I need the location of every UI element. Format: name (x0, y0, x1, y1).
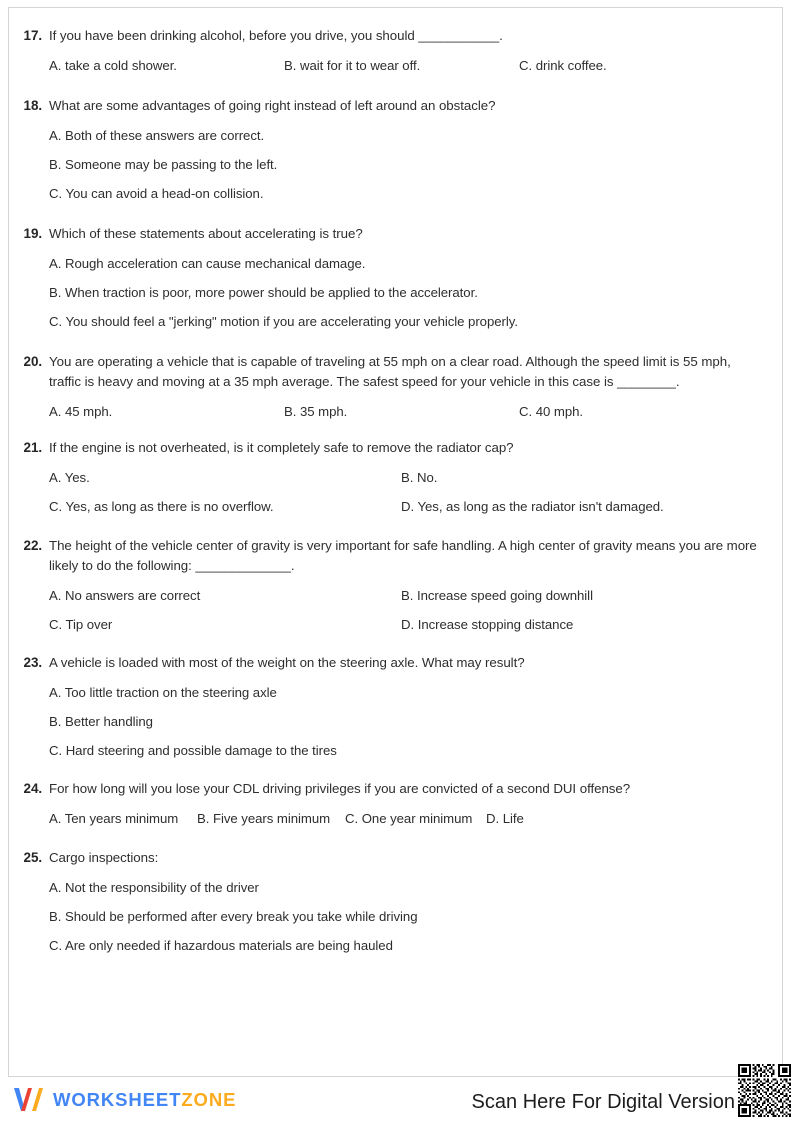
question-text: For how long will you lose your CDL driving privileges if you are convicted of a second DUI offense? (49, 781, 631, 796)
answer-option[interactable]: A. Too little traction on the steering axle (49, 685, 277, 700)
answer-options (49, 255, 760, 331)
answer-option[interactable]: A. 45 mph. (49, 404, 113, 419)
question-text: If the engine is not overheated, is it completely safe to remove the radiator cap? (49, 440, 514, 455)
scan-here-label: Scan Here For Digital Version (471, 1091, 735, 1113)
answer-option[interactable]: A. Rough acceleration can cause mechanical damage. (49, 256, 366, 271)
question-body (49, 653, 760, 760)
question-text: What are some advantages of going right instead of left around an obstacle? (49, 98, 496, 113)
question-block (19, 26, 760, 75)
answer-option[interactable]: D. Yes, as long as the radiator isn't damaged. (401, 499, 664, 514)
answer-option-row (49, 684, 760, 702)
answer-option[interactable]: B. 35 mph. (284, 404, 348, 419)
worksheet-page-frame (8, 7, 783, 1077)
answer-option-row (49, 616, 760, 634)
question-block (19, 536, 760, 634)
answer-option[interactable]: B. Someone may be passing to the left. (49, 157, 278, 172)
question-body (49, 96, 760, 203)
answer-option[interactable]: A. Yes. (49, 470, 90, 485)
answer-option-row (49, 156, 760, 174)
answer-option[interactable]: C. You should feel a "jerking" motion if you are accelerating your vehicle properly. (49, 314, 518, 329)
answer-option[interactable]: B. Increase speed going downhill (401, 588, 593, 603)
answer-option[interactable]: C. Tip over (49, 617, 113, 632)
question-number: 18. (23, 98, 42, 113)
answer-option[interactable]: A. Ten years minimum (49, 811, 179, 826)
question-number: 20. (23, 354, 42, 369)
answer-options (49, 810, 760, 828)
question-body (49, 352, 760, 421)
worksheet-zone-w-logo-icon (12, 1085, 46, 1115)
answer-option[interactable]: B. No. (401, 470, 438, 485)
page-footer (0, 1080, 793, 1122)
answer-option[interactable]: A. Both of these answers are correct. (49, 128, 265, 143)
answer-option-row (49, 742, 760, 760)
answer-option[interactable]: D. Life (486, 811, 524, 826)
answer-option[interactable]: B. Should be performed after every break you take while driving (49, 909, 418, 924)
answer-options (49, 403, 760, 421)
question-text: The height of the vehicle center of gravity is very important for safe handling. A high center of gravity means you are more likely to do the following: _____________. (49, 538, 757, 573)
answer-option-row (49, 498, 760, 516)
answer-option[interactable]: C. 40 mph. (519, 404, 584, 419)
answer-option-row (49, 908, 760, 926)
question-number: 22. (23, 538, 42, 553)
question-block (19, 653, 760, 760)
question-text: You are operating a vehicle that is capable of traveling at 55 mph on a clear road. Although the speed limit is 55 mph, traffic is heavy and moving at a 35 mph average. The safest speed for your vehicle in this case is ________. (49, 354, 731, 389)
answer-option-row (49, 587, 760, 605)
answer-option-row (49, 57, 760, 75)
question-number: 17. (23, 28, 42, 43)
answer-option-row (49, 185, 760, 203)
brand-name-zone: ZONE (181, 1088, 237, 1110)
answer-option[interactable]: C. Are only needed if hazardous materials are being hauled (49, 938, 393, 953)
question-body (49, 536, 760, 634)
worksheet-zone-logo[interactable] (12, 1085, 236, 1115)
answer-option[interactable]: C. drink coffee. (519, 58, 607, 73)
brand-text (53, 1088, 237, 1110)
answer-option[interactable]: B. Better handling (49, 714, 153, 729)
answer-option[interactable]: B. Five years minimum (197, 811, 331, 826)
question-block (19, 96, 760, 203)
question-block (19, 224, 760, 331)
answer-option-row (49, 879, 760, 897)
answer-option-row (49, 127, 760, 145)
answer-options (49, 879, 760, 955)
answer-option[interactable]: B. wait for it to wear off. (284, 58, 421, 73)
answer-option-row (49, 937, 760, 955)
answer-options (49, 127, 760, 203)
answer-option-row (49, 810, 760, 828)
qr-code-icon[interactable] (738, 1063, 791, 1118)
questions-area (9, 8, 782, 965)
question-body (49, 224, 760, 331)
question-block (19, 848, 760, 955)
answer-options (49, 684, 760, 760)
answer-options (49, 57, 760, 75)
answer-option[interactable]: C. One year minimum (345, 811, 473, 826)
question-number: 21. (23, 440, 42, 455)
question-number: 23. (23, 655, 42, 670)
question-body (49, 848, 760, 955)
question-block (19, 352, 760, 421)
answer-option-row (49, 469, 760, 487)
question-body (49, 26, 760, 75)
question-body (49, 438, 760, 516)
answer-option[interactable]: C. You can avoid a head-on collision. (49, 186, 264, 201)
question-number: 24. (23, 781, 42, 796)
question-block (19, 779, 760, 828)
answer-option-row (49, 313, 760, 331)
question-number: 25. (23, 850, 42, 865)
answer-option-row (49, 713, 760, 731)
brand-name-worksheet: WORKSHEET (53, 1088, 182, 1110)
answer-option[interactable]: C. Hard steering and possible damage to the tires (49, 743, 337, 758)
question-number: 19. (23, 226, 42, 241)
answer-option[interactable]: A. No answers are correct (49, 588, 201, 603)
question-text: Which of these statements about accelerating is true? (49, 226, 363, 241)
answer-option-row (49, 403, 760, 421)
question-block (19, 438, 760, 516)
question-text: If you have been drinking alcohol, before you drive, you should ___________. (49, 28, 503, 43)
answer-options (49, 469, 760, 516)
answer-option[interactable]: A. take a cold shower. (49, 58, 177, 73)
answer-option-row (49, 255, 760, 273)
answer-option[interactable]: A. Not the responsibility of the driver (49, 880, 259, 895)
answer-option[interactable]: B. When traction is poor, more power should be applied to the accelerator. (49, 285, 478, 300)
answer-option-row (49, 284, 760, 302)
question-body (49, 779, 760, 828)
question-text: Cargo inspections: (49, 850, 159, 865)
answer-option[interactable]: D. Increase stopping distance (401, 617, 574, 632)
answer-option[interactable]: C. Yes, as long as there is no overflow. (49, 499, 274, 514)
question-text: A vehicle is loaded with most of the weight on the steering axle. What may result? (49, 655, 525, 670)
answer-options (49, 587, 760, 634)
